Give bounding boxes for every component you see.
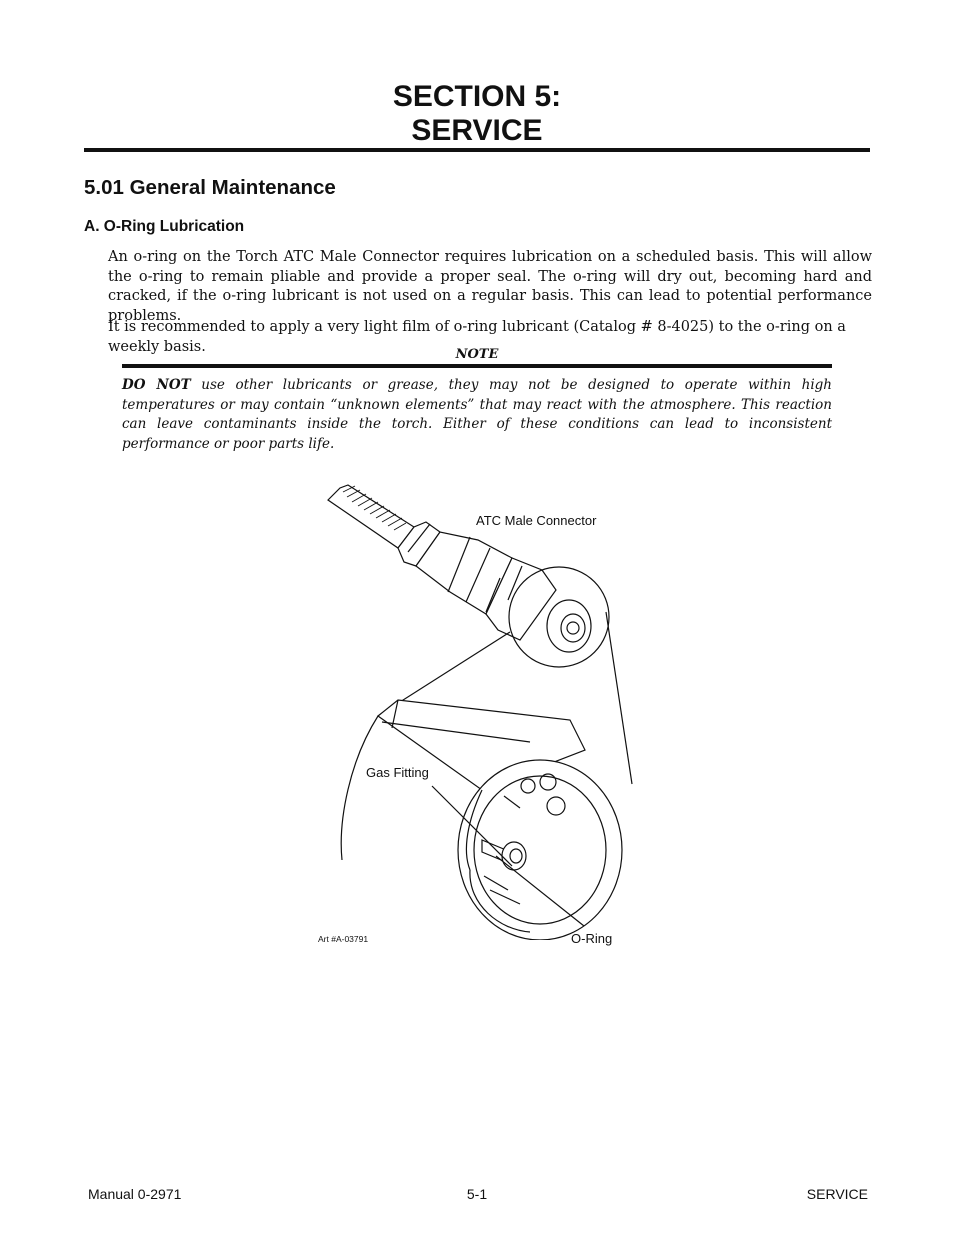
section-title-line1: SECTION 5: [392, 80, 562, 113]
footer-manual: Manual 0-2971 [88, 1186, 182, 1202]
note-body: use other lubricants or grease, they may not be designed to operate within high temperatures or may contain “unknown elements” that may react with the atmosphere. This reaction can leave contaminants inside the torch. Either of these conditions can lead to inconsistent performance or poor parts life. [122, 377, 833, 452]
section-title [0, 80, 954, 148]
footer-section: SERVICE [806, 1186, 868, 1202]
label-o-ring: O-Ring [571, 931, 613, 946]
note-label: NOTE [455, 347, 499, 362]
label-gas-fitting: Gas Fitting [366, 765, 429, 780]
subsection-title: 5.01 General Maintenance [84, 176, 336, 199]
note-rule [122, 364, 832, 368]
label-atc-connector: ATC Male Connector [476, 513, 597, 528]
footer-page-number: 5-1 [466, 1186, 488, 1202]
section-title-line2: SERVICE [411, 114, 543, 147]
paragraph-1: An o-ring on the Torch ATC Male Connector requires lubrication on a scheduled basis. This will allow the o-ring to remain pliable and provide a proper seal. The o-ring will dry out, becoming hard and cracked, if the o-ring lubricant is not used on a regular basis. This can lead to potential performance problems. [108, 249, 872, 324]
paragraph-2: It is recommended to apply a very light film of o-ring lubricant (Catalog # 8-4025) to the o-ring on a weekly basis. [108, 319, 846, 355]
note-emphasis: DO NOT [122, 377, 191, 393]
title-rule [84, 148, 870, 152]
note-text [122, 376, 832, 454]
atc-connector-illustration [310, 470, 640, 940]
subheading: A. O-Ring Lubrication [84, 218, 245, 235]
art-number: Art #A-03791 [318, 934, 369, 944]
